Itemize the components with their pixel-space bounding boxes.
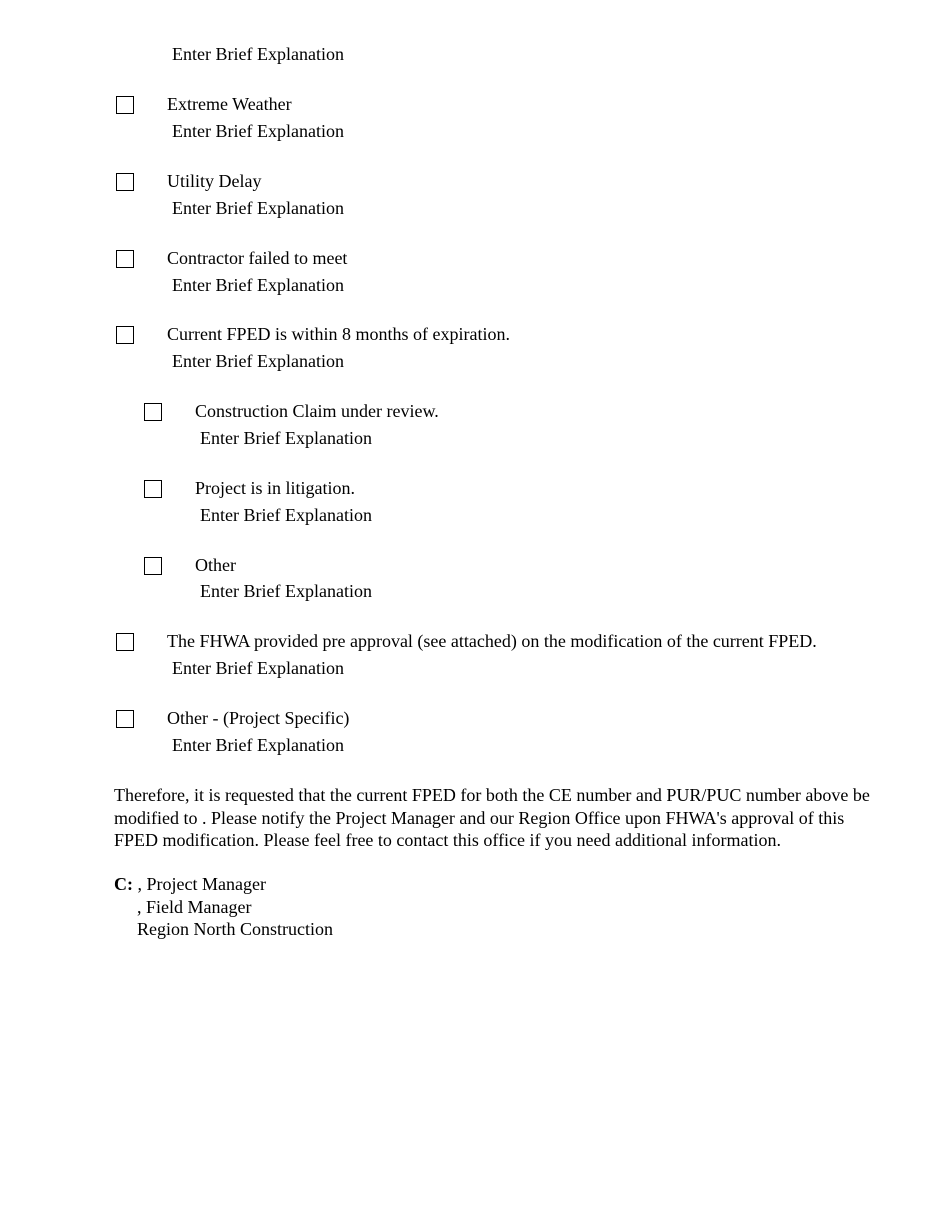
explanation-text[interactable]: Enter Brief Explanation [200, 428, 372, 448]
explanation-text[interactable]: Enter Brief Explanation [172, 275, 344, 295]
extreme-weather-label: Extreme Weather [167, 94, 292, 114]
other-checkbox[interactable] [144, 557, 162, 575]
explanation-text[interactable]: Enter Brief Explanation [172, 735, 344, 755]
explanation-text[interactable]: Enter Brief Explanation [172, 121, 344, 141]
closing-paragraph: Therefore, it is requested that the current FPED for both the CE number and PUR/PUC number above be modified to . Please notify the Project Manager and our Region Office upon FHWA's approval of this FPED modification. Please feel free to contact this office if you need additional information. [114, 785, 870, 850]
explanation-text[interactable]: Enter Brief Explanation [172, 658, 344, 678]
other-label: Other [195, 555, 236, 575]
construction-claim-label: Construction Claim under review. [195, 401, 439, 421]
cc-region: Region North Construction [137, 919, 333, 939]
cc-line-1 [114, 873, 333, 896]
utility-delay-checkbox[interactable] [116, 173, 134, 191]
other-project-specific-checkbox[interactable] [116, 710, 134, 728]
cc-prefix: C: [114, 874, 133, 894]
explanation-text[interactable]: Enter Brief Explanation [172, 351, 344, 371]
extreme-weather-checkbox[interactable] [116, 96, 134, 114]
explanation-text[interactable]: Enter Brief Explanation [200, 581, 372, 601]
fhwa-preapproval-label: The FHWA provided pre approval (see attached) on the modification of the current FPED. [167, 631, 817, 651]
explanation-text[interactable]: Enter Brief Explanation [172, 198, 344, 218]
litigation-label: Project is in litigation. [195, 478, 355, 498]
fped-expiration-label: Current FPED is within 8 months of expiration. [167, 324, 510, 344]
utility-delay-label: Utility Delay [167, 171, 262, 191]
cc-project-manager: , Project Manager [133, 874, 266, 894]
fped-expiration-checkbox[interactable] [116, 326, 134, 344]
cc-block [114, 873, 333, 941]
contractor-failed-label: Contractor failed to meet [167, 248, 348, 268]
explanation-text[interactable]: Enter Brief Explanation [172, 44, 344, 64]
litigation-checkbox[interactable] [144, 480, 162, 498]
explanation-text[interactable]: Enter Brief Explanation [200, 505, 372, 525]
construction-claim-checkbox[interactable] [144, 403, 162, 421]
cc-field-manager: , Field Manager [137, 896, 252, 917]
other-project-specific-label: Other - (Project Specific) [167, 708, 350, 728]
contractor-failed-checkbox[interactable] [116, 250, 134, 268]
fhwa-preapproval-checkbox[interactable] [116, 633, 134, 651]
